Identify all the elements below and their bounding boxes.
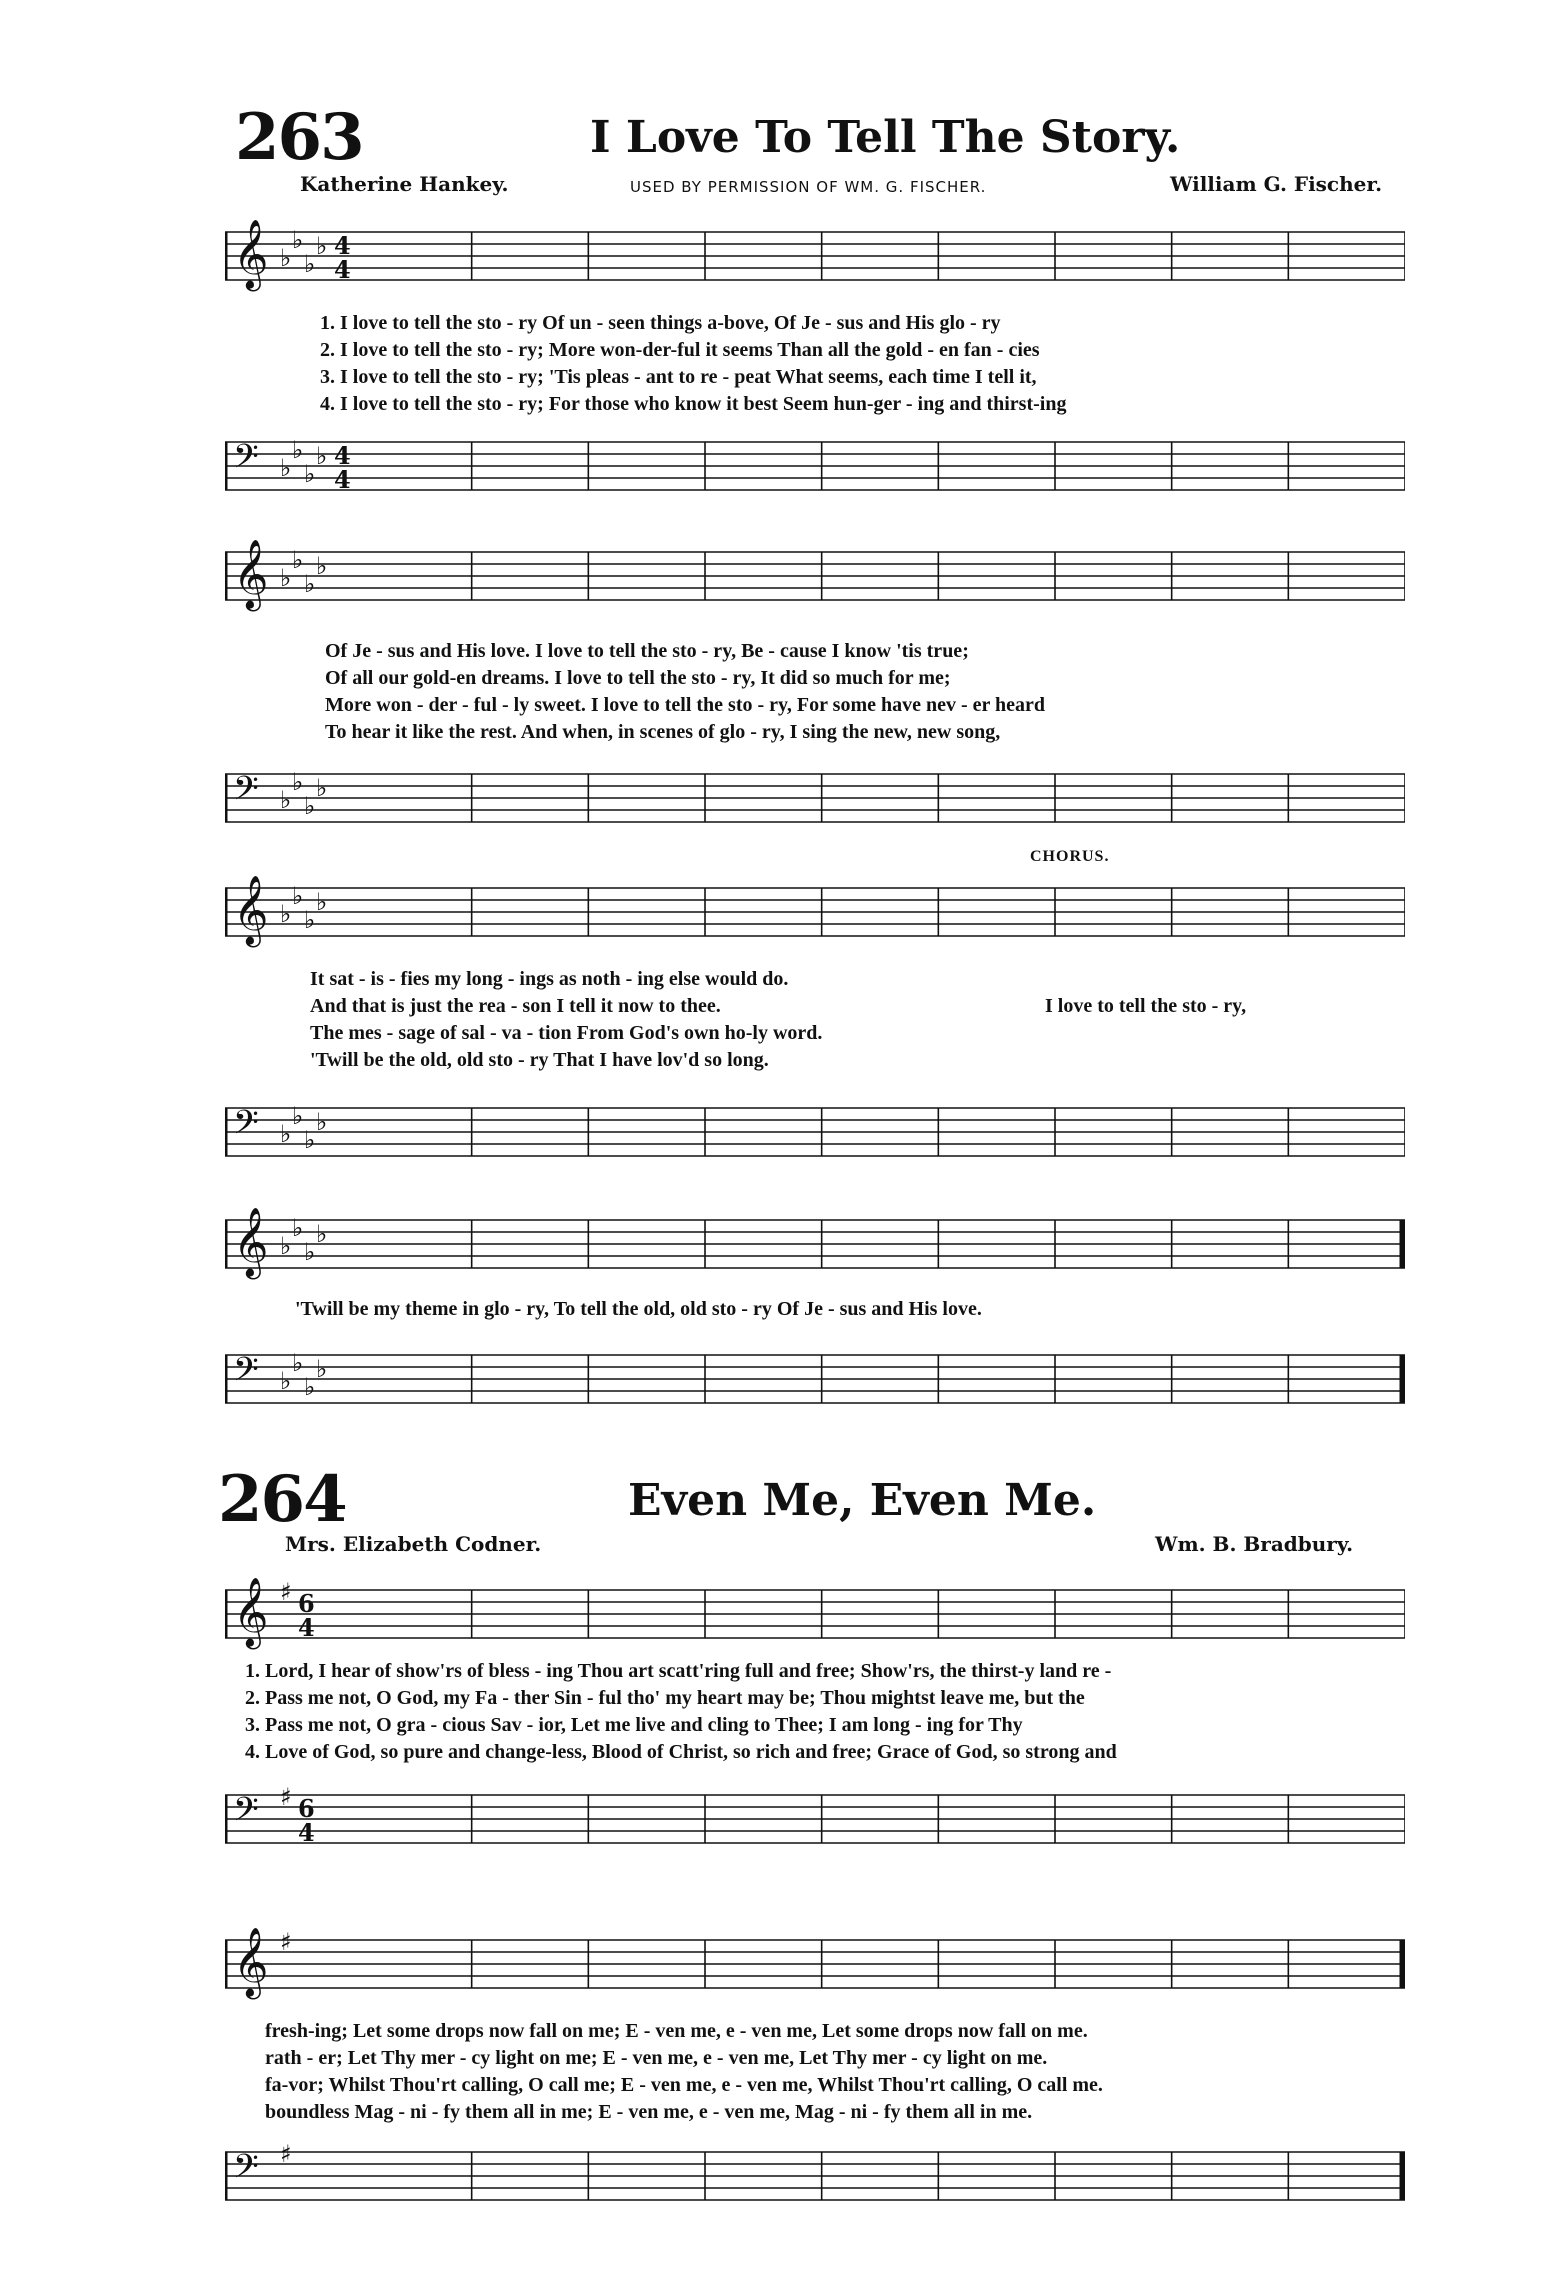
verse-line: 3. Pass me not, O gra - cious Sav - ior, Let me live and cling to Thee; I am long - ing for Thy [245,1714,1023,1736]
verse-line: Of all our gold-en dreams. I love to tell the sto - ry, It did so much for me; [325,667,951,689]
hymn-title: Even Me, Even Me. [628,1475,1097,1526]
staff-lines [225,1775,1405,1865]
flat-icon: ♭ [316,1108,328,1136]
flat-icon: ♭ [280,454,292,482]
flat-icon: ♭ [316,888,328,916]
flat-icon: ♭ [304,1126,316,1154]
staff-lines [225,1335,1405,1425]
verse-line: And that is just the rea - son I tell it now to thee. [310,995,721,1017]
bass-clef-icon: 𝄢 [233,1104,259,1150]
flat-icon: ♭ [304,906,316,934]
verse-line: The mes - sage of sal - va - tion From God's own ho-ly word. [310,1022,823,1044]
time-signature-top: 4 [334,231,351,260]
staff-lines [225,1570,1405,1660]
treble-staff [225,1200,1405,1290]
flat-icon: ♭ [292,768,304,796]
permission-note: USED BY PERMISSION OF WM. G. FISCHER. [630,178,987,196]
flat-icon: ♭ [304,570,316,598]
staff-lines [225,754,1405,844]
flat-icon: ♭ [304,460,316,488]
flat-icon: ♭ [280,900,292,928]
sharp-icon: ♯ [280,1578,292,1606]
treble-clef-icon: 𝄞 [233,539,269,609]
music-system [225,1920,1405,2220]
verse-line: 'Twill be my theme in glo - ry, To tell the old, old sto - ry Of Je - sus and His love. [295,1298,982,1320]
treble-staff [225,212,1405,302]
hymn-title: I Love To Tell The Story. [590,112,1181,163]
flat-icon: ♭ [280,1232,292,1260]
bass-staff [225,2132,1405,2222]
verse-line: 2. I love to tell the sto - ry; More won-der-ful it seems Than all the gold - en fan - cies [320,339,1040,361]
flat-icon: ♭ [280,786,292,814]
music-system [225,1570,1405,1870]
time-signature-top: 6 [298,1794,315,1823]
verse-line: It sat - is - fies my long - ings as noth - ing else would do. [310,968,789,990]
hymn-composer: Wm. B. Bradbury. [1155,1532,1354,1556]
flat-icon: ♭ [292,1349,304,1377]
verse-line: To hear it like the rest. And when, in scenes of glo - ry, I sing the new, new song, [325,721,1001,743]
verse-line: Of Je - sus and His love. I love to tell the sto - ry, Be - cause I know 'tis true; [325,640,969,662]
verse-line: rath - er; Let Thy mer - cy light on me; E - ven me, e - ven me, Let Thy mer - cy light on me. [265,2047,1048,2069]
staff-lines [225,1920,1405,2010]
flat-icon: ♭ [304,1373,316,1401]
verse-line: 2. Pass me not, O God, my Fa - ther Sin - ful tho' my heart may be; Thou mightst leave me, but the [245,1687,1085,1709]
staff-lines [225,2132,1405,2222]
staff-lines [225,532,1405,622]
treble-clef-icon: 𝄞 [233,1927,269,1997]
sharp-icon: ♯ [280,2140,292,2168]
time-signature-bottom: 4 [334,465,351,494]
verse-line: boundless Mag - ni - fy them all in me; E - ven me, e - ven me, Mag - ni - fy them all in me. [265,2101,1033,2123]
time-signature-top: 6 [298,1589,315,1618]
treble-staff [225,1570,1405,1660]
verse-line: 1. I love to tell the sto - ry Of un - seen things a-bove, Of Je - sus and His glo - ry [320,312,1001,334]
flat-icon: ♭ [304,250,316,278]
flat-icon: ♭ [316,774,328,802]
verse-line: fresh-ing; Let some drops now fall on me; E - ven me, e - ven me, Let some drops now fall on me. [265,2020,1088,2042]
chorus-label: CHORUS. [1030,848,1110,865]
flat-icon: ♭ [280,1367,292,1395]
flat-icon: ♭ [280,564,292,592]
chorus-line: I love to tell the sto - ry, [1045,995,1247,1017]
flat-icon: ♭ [316,442,328,470]
time-signature-bottom: 4 [298,1613,315,1642]
treble-staff [225,868,1405,958]
hymn-author: Katherine Hankey. [300,172,509,196]
music-system [225,848,1405,1168]
flat-icon: ♭ [292,1214,304,1242]
treble-staff [225,532,1405,622]
bass-clef-icon: 𝄢 [233,1791,259,1837]
verse-line: fa-vor; Whilst Thou'rt calling, O call me; E - ven me, e - ven me, Whilst Thou'rt calling, O call me. [265,2074,1103,2096]
treble-clef-icon: 𝄞 [233,1207,269,1277]
flat-icon: ♭ [292,436,304,464]
verse-line: 4. I love to tell the sto - ry; For those who know it best Seem hun-ger - ing and thirst-ing [320,393,1067,415]
hymn-composer: William G. Fischer. [1170,172,1383,196]
music-system [225,212,1405,512]
flat-icon: ♭ [316,552,328,580]
verse-line: More won - der - ful - ly sweet. I love to tell the sto - ry, For some have nev - er heard [325,694,1046,716]
verse-line: 3. I love to tell the sto - ry; 'Tis pleas - ant to re - peat What seems, each time I tell it, [320,366,1037,388]
flat-icon: ♭ [292,882,304,910]
bass-staff [225,1335,1405,1425]
flat-icon: ♭ [316,1355,328,1383]
bass-clef-icon: 𝄢 [233,438,259,484]
treble-staff [225,1920,1405,2010]
bass-staff [225,754,1405,844]
hymn-author: Mrs. Elizabeth Codner. [285,1532,542,1556]
verse-line: 4. Love of God, so pure and change-less, Blood of Christ, so rich and free; Grace of God, so strong and [245,1741,1117,1763]
staff-lines [225,212,1405,302]
verse-line: 'Twill be the old, old sto - ry That I have lov'd so long. [310,1049,769,1071]
treble-clef-icon: 𝄞 [233,875,269,945]
bass-clef-icon: 𝄢 [233,1351,259,1397]
sharp-icon: ♯ [280,1783,292,1811]
verse-line: 1. Lord, I hear of show'rs of bless - ing Thou art scatt'ring full and free; Show'rs, the thirst-y land re - [245,1660,1112,1682]
treble-clef-icon: 𝄞 [233,1577,269,1647]
staff-lines [225,1200,1405,1290]
music-system [225,1200,1405,1460]
flat-icon: ♭ [304,1238,316,1266]
flat-icon: ♭ [316,1220,328,1248]
bass-staff [225,1088,1405,1178]
time-signature-top: 4 [334,441,351,470]
staff-lines [225,868,1405,958]
treble-clef-icon: 𝄞 [233,219,269,289]
hymn-number: 264 [218,1462,346,1537]
flat-icon: ♭ [292,1102,304,1130]
hymn-number: 263 [235,100,363,175]
flat-icon: ♭ [280,244,292,272]
staff-lines [225,422,1405,512]
flat-icon: ♭ [292,226,304,254]
flat-icon: ♭ [304,792,316,820]
time-signature-bottom: 4 [298,1818,315,1847]
bass-staff [225,422,1405,512]
flat-icon: ♭ [316,232,328,260]
sharp-icon: ♯ [280,1928,292,1956]
music-system [225,532,1405,832]
staff-lines [225,1088,1405,1178]
bass-staff [225,1775,1405,1865]
flat-icon: ♭ [292,546,304,574]
bass-clef-icon: 𝄢 [233,2148,259,2194]
flat-icon: ♭ [280,1120,292,1148]
bass-clef-icon: 𝄢 [233,770,259,816]
time-signature-bottom: 4 [334,255,351,284]
